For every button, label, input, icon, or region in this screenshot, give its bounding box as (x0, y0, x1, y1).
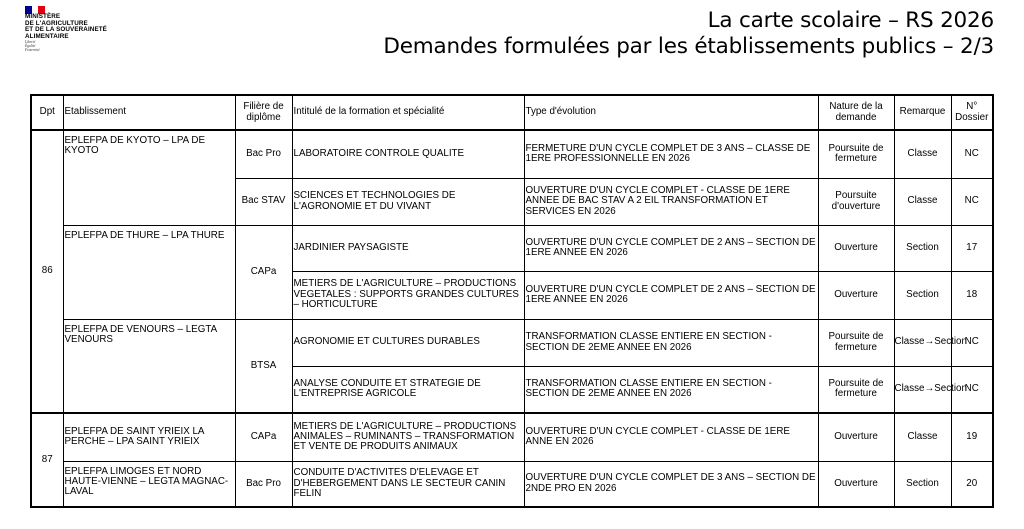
cell-remarque: Classe→Section (894, 366, 951, 413)
cell-etablissement: EPLEFPA LIMOGES ET NORD HAUTE-VIENNE – LEGTA MAGNAC-LAVAL (63, 461, 235, 507)
table-row (31, 319, 993, 366)
cell-dossier: NC (951, 319, 993, 366)
cell-dossier: 17 (951, 225, 993, 271)
header-type: Type d'évolution (524, 95, 818, 130)
cell-remarque: Classe→Section (894, 319, 951, 366)
page-title: La carte scolaire – RS 2026 (707, 8, 994, 33)
motto-line: Fraternité (25, 48, 40, 53)
cell-filiere: CAPa (235, 413, 292, 461)
cell-type: OUVERTURE D'UN CYCLE COMPLET DE 3 ANS – SECTION DE 2NDE PRO EN 2026 (524, 461, 818, 507)
cell-etablissement: EPLEFPA DE THURE – LPA THURE (63, 225, 235, 319)
cell-nature: Poursuite de fermeture (818, 319, 894, 366)
cell-nature: Ouverture (818, 413, 894, 461)
header-intitule: Intitulé de la formation et spécialité (292, 95, 524, 130)
motto-line: Égalité (25, 44, 36, 49)
cell-dossier: 19 (951, 413, 993, 461)
cell-intitule: ANALYSE CONDUITE ET STRATEGIE DE L'ENTREPRISE AGRICOLE (292, 366, 524, 413)
cell-filiere: Bac STAV (235, 178, 292, 225)
ministry-logo (25, 6, 145, 52)
table-header-row (31, 95, 993, 130)
cell-remarque: Classe (894, 178, 951, 225)
cell-intitule: CONDUITE D'ACTIVITES D'ELEVAGE ET D'HEBERGEMENT DANS LE SECTEUR CANIN FELIN (292, 461, 524, 507)
table-row (31, 130, 993, 178)
cell-type: OUVERTURE D'UN CYCLE COMPLET DE 2 ANS – SECTION DE 1ERE ANNEE EN 2026 (524, 271, 818, 319)
table-row (31, 225, 993, 271)
cell-intitule: AGRONOMIE ET CULTURES DURABLES (292, 319, 524, 366)
cell-remarque: Classe (894, 413, 951, 461)
cell-filiere: CAPa (235, 225, 292, 319)
cell-nature: Poursuite d'ouverture (818, 178, 894, 225)
header-nature: Nature de la demande (818, 95, 894, 130)
cell-dossier: NC (951, 130, 993, 178)
page-subtitle: Demandes formulées par les établissements publics – 2/3 (383, 34, 994, 59)
cell-nature: Poursuite de fermeture (818, 130, 894, 178)
cell-filiere: BTSA (235, 319, 292, 413)
cell-etablissement: EPLEFPA DE VENOURS – LEGTA VENOURS (63, 319, 235, 413)
cell-intitule: LABORATOIRE CONTROLE QUALITE (292, 130, 524, 178)
cell-type: FERMETURE D'UN CYCLE COMPLET DE 3 ANS – CLASSE DE 1ERE PROFESSIONNELLE EN 2026 (524, 130, 818, 178)
cell-filiere: Bac Pro (235, 130, 292, 178)
cell-dossier: 18 (951, 271, 993, 319)
logo-line: DE L'AGRICULTURE (25, 19, 88, 27)
cell-remarque: Classe (894, 130, 951, 178)
cell-dossier: NC (951, 366, 993, 413)
cell-remarque: Section (894, 271, 951, 319)
motto-line: Liberté (25, 40, 36, 45)
logo-line: MINISTÈRE (25, 13, 61, 20)
cell-remarque: Section (894, 461, 951, 507)
cell-type: OUVERTURE D'UN CYCLE COMPLET - CLASSE DE 1ERE ANNEE DE BAC STAV A 2 EIL TRANSFORMATION ET SERVICES EN 2026 (524, 178, 818, 225)
cell-nature: Ouverture (818, 461, 894, 507)
cell-type: OUVERTURE D'UN CYCLE COMPLET DE 2 ANS – SECTION DE 1ERE ANNEE EN 2026 (524, 225, 818, 271)
cell-etablissement: EPLEFPA DE SAINT YRIEIX LA PERCHE – LPA SAINT YRIEIX (63, 413, 235, 461)
cell-nature: Ouverture (818, 271, 894, 319)
logo-line: ALIMENTAIRE (25, 32, 69, 40)
cell-nature: Ouverture (818, 225, 894, 271)
cell-filiere: Bac Pro (235, 461, 292, 507)
cell-dossier: 20 (951, 461, 993, 507)
cell-dpt: 86 (31, 130, 63, 413)
header-remarque: Remarque (894, 95, 951, 130)
cell-intitule: JARDINIER PAYSAGISTE (292, 225, 524, 271)
cell-type: TRANSFORMATION CLASSE ENTIERE EN SECTION - SECTION DE 2EME ANNEE EN 2026 (524, 366, 818, 413)
cell-intitule: SCIENCES ET TECHNOLOGIES DE L'AGRONOMIE ET DU VIVANT (292, 178, 524, 225)
cell-intitule: METIERS DE L'AGRICULTURE – PRODUCTIONS ANIMALES – RUMINANTS – TRANSFORMATION ET VENTE DE PRODUITS ANIMAUX (292, 413, 524, 461)
logo-line: ET DE LA SOUVERAINETÉ (25, 26, 107, 34)
cell-etablissement: EPLEFPA DE KYOTO – LPA DE KYOTO (63, 130, 235, 225)
cell-remarque: Section (894, 225, 951, 271)
cell-intitule: METIERS DE L'AGRICULTURE – PRODUCTIONS VEGETALES : SUPPORTS GRANDES CULTURES – HORTICULTURE (292, 271, 524, 319)
cell-dpt: 87 (31, 413, 63, 507)
page-header (383, 8, 994, 60)
table-row (31, 413, 993, 461)
cell-nature: Poursuite de fermeture (818, 366, 894, 413)
header-filiere: Filière de diplôme (235, 95, 292, 130)
cell-type: TRANSFORMATION CLASSE ENTIERE EN SECTION - SECTION DE 2EME ANNEE EN 2026 (524, 319, 818, 366)
demandes-table (30, 94, 994, 508)
header-dossier: N° Dossier (951, 95, 993, 130)
header-dpt: Dpt (31, 95, 63, 130)
header-etablissement: Etablissement (63, 95, 235, 130)
cell-dossier: NC (951, 178, 993, 225)
cell-type: OUVERTURE D'UN CYCLE COMPLET - CLASSE DE 1ERE ANNE EN 2026 (524, 413, 818, 461)
table-row (31, 461, 993, 507)
